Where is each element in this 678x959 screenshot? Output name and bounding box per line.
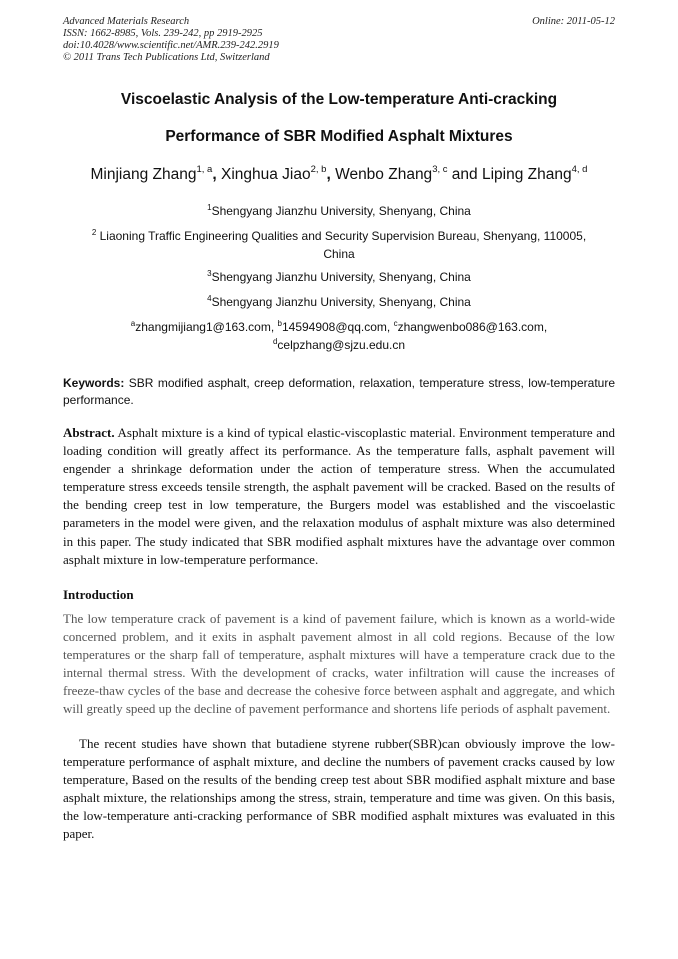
keywords	[63, 375, 615, 409]
author-separator: ,	[326, 166, 331, 183]
keywords-text: SBR modified asphalt, creep deformation, relaxation, temperature stress, low-temperature performance.	[63, 376, 615, 407]
author-separator: and	[447, 166, 482, 183]
email-superscript: a	[130, 319, 136, 328]
abstract	[63, 424, 615, 569]
author-name: Xinghua Jiao	[220, 166, 311, 183]
affiliation-1	[63, 202, 615, 220]
affiliation-superscript: 2	[91, 228, 97, 237]
affiliation-text: Shengyang Jianzhu University, Shenyang, China	[211, 270, 471, 284]
email-address[interactable]: celpzhang@sjzu.edu.cn	[277, 338, 406, 352]
doi-line: doi:10.4028/www.scientific.net/AMR.239-242.2919	[63, 40, 279, 51]
affiliation-text: Shengyang Jianzhu University, Shenyang, China	[211, 204, 471, 218]
email-superscript: c	[393, 319, 398, 328]
introduction-heading: Introduction	[63, 587, 134, 602]
affiliation-2	[63, 227, 615, 263]
online-date: Online: 2011-05-12	[532, 16, 615, 27]
email-address[interactable]: 14594908@qq.com,	[281, 320, 394, 334]
affiliation-4	[63, 293, 615, 311]
affiliation-text: Shengyang Jianzhu University, Shenyang, China	[211, 295, 471, 309]
affiliation-superscript: 4	[207, 294, 212, 303]
email-superscript: d	[272, 337, 278, 346]
journal-header	[63, 16, 615, 64]
paper-title-line-2: Performance of SBR Modified Asphalt Mixtures	[165, 128, 513, 145]
author-separator: ,	[212, 166, 217, 183]
author-superscript: 3, c	[432, 164, 448, 175]
email-list	[63, 318, 615, 354]
affiliation-text: Liaoning Traffic Engineering Qualities and Security Supervision Bureau, Shenyang, 110005,	[96, 229, 587, 243]
email-address[interactable]: zhangwenbo086@163.com,	[397, 320, 548, 334]
affiliation-3	[63, 268, 615, 286]
paper-title-line-1: Viscoelastic Analysis of the Low-temperature Anti-cracking	[120, 91, 558, 108]
affiliation-superscript: 3	[207, 269, 212, 278]
introduction-paragraph-1: The low temperature crack of pavement is a kind of pavement failure, which is known as a world-wide concerned problem, and it exits in asphalt pavement almost in all cold regions. Because of the low temperatures or the sharp fall of temperature, asphalt mixtures will have a temperature crack due to the internal thermal stress. With the development of cracks, water infiltration will cause the increases of freeze-thaw cycles of the base and decrease the cohesive force between asphalt and aggregate, and which will greatly speed up the decline of pavement performance and shortens life periods of asphalt pavement.	[63, 611, 615, 717]
author-superscript: 1, a	[196, 164, 213, 175]
affiliation-superscript: 1	[207, 203, 212, 212]
affiliation-text: China	[323, 247, 355, 261]
issn-line: ISSN: 1662-8985, Vols. 239-242, pp 2919-2925	[63, 28, 263, 39]
journal-name: Advanced Materials Research	[63, 16, 190, 27]
author-name: Minjiang Zhang	[90, 166, 197, 183]
copyright-line: © 2011 Trans Tech Publications Ltd, Switzerland	[63, 52, 270, 63]
email-address[interactable]: zhangmijiang1@163.com,	[135, 320, 278, 334]
author-superscript: 2, b	[310, 164, 327, 175]
author-name: Wenbo Zhang	[335, 166, 433, 183]
email-superscript: b	[277, 319, 282, 328]
abstract-text: Asphalt mixture is a kind of typical elastic-viscoplastic material. Environment temperature and loading condition will greatly affect its performance. As the temperature falls, asphalt pavement will engender a shrinkage deformation under the action of temperature stress. When the accumulated temperature stress exceeds tensile strength, the asphalt pavement will be cracked. Based on the results of the bending creep test in low temperature, the Burgers model was established and the viscoelastic parameters in the model were given, and the relaxation modulus of asphalt mixture was also determined in this paper. The study indicated that SBR modified asphalt mixtures have the advantage over common asphalt mixture in low-temperature performance.	[63, 425, 615, 567]
author-list	[40, 166, 638, 184]
abstract-label: Abstract.	[63, 425, 115, 440]
introduction-paragraph-2: The recent studies have shown that butadiene styrene rubber(SBR)can obviously improve the low-temperature performance of asphalt mixture, and decline the numbers of pavement cracks caused by low temperature, Based on the results of the bending creep test about SBR modified asphalt mixture and base asphalt mixture, the relationships among the stress, strain, temperature and time was given. On this basis, the low-temperature anti-cracking performance of SBR modified asphalt mixtures was evaluated in this paper.	[63, 736, 615, 842]
keywords-label: Keywords:	[63, 376, 125, 390]
author-name: Liping Zhang	[481, 166, 572, 183]
author-superscript: 4, d	[571, 164, 588, 175]
